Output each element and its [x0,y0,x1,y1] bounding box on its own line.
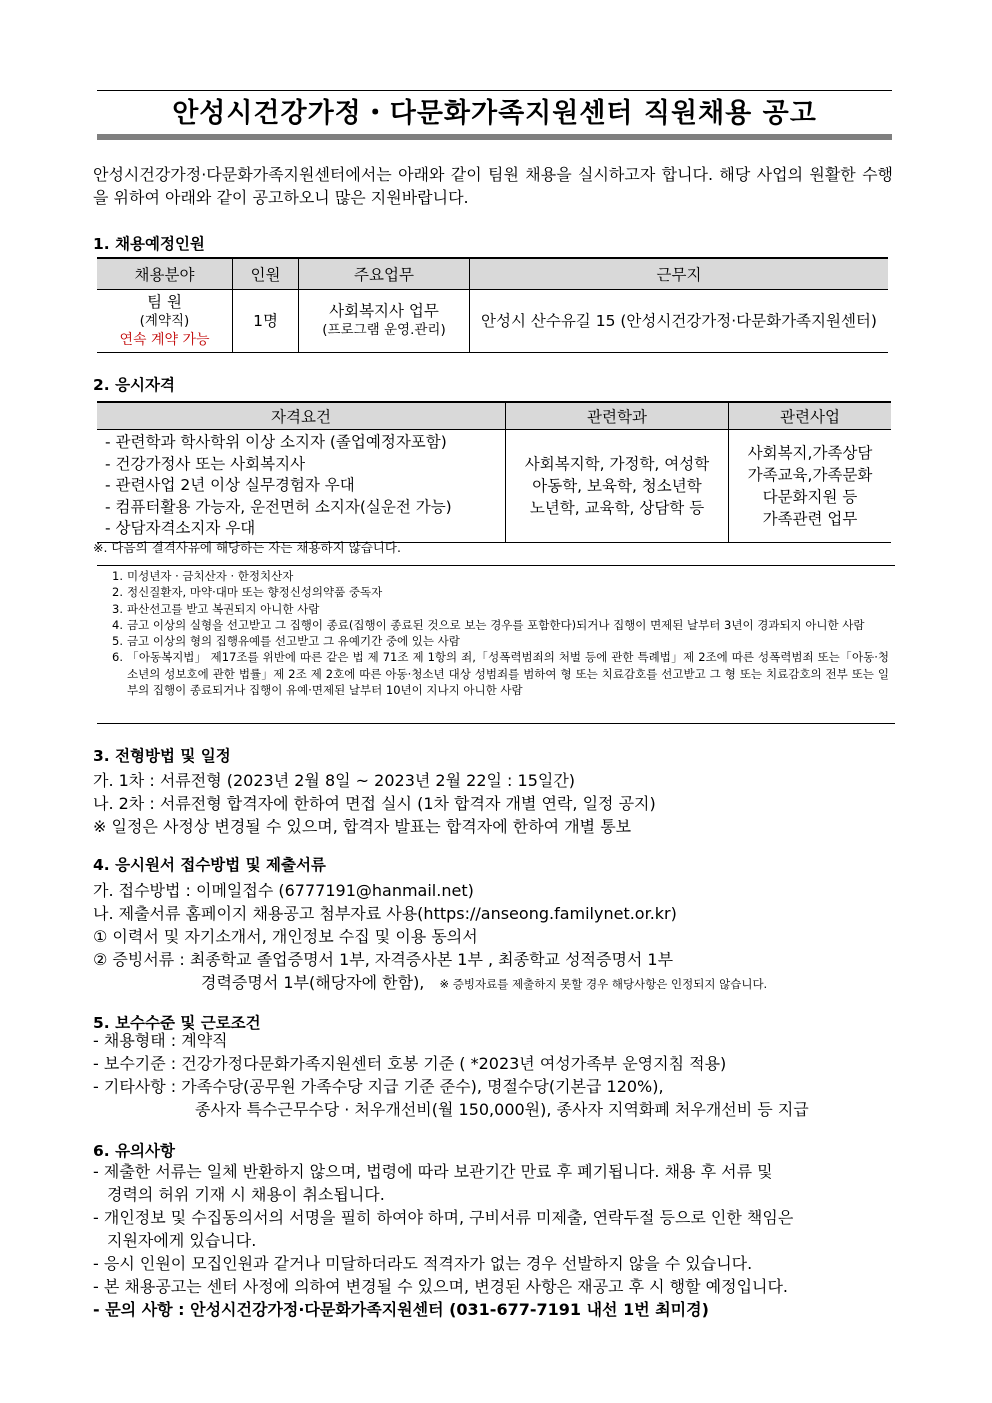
career-certificate-text: 경력증명서 1부(해당자에 한함), [201,973,425,992]
condition-line: 종사자 특수근무수당 · 처우개선비(월 150,000원), 종사자 지역화폐 처우개선비 등 지급 [195,1100,809,1119]
list-item [97,601,895,617]
notice-line: 지원자에게 있습니다. [107,1231,257,1250]
item-text: 정신질환자, 마약·대마 또는 향정신성의약품 중독자 [127,585,383,600]
list-item: - 건강가정사 또는 사회복지사 [105,454,306,473]
item-number: 6. [112,650,123,665]
cell-qualifications [97,430,506,543]
field-note: 연속 계약 가능 [119,331,210,348]
col-header-biz: 관련사업 [729,402,892,430]
col-header-major: 관련학과 [506,402,729,430]
list-item: 사회복지학, 가정학, 여성학 [524,454,710,473]
notice-block [93,1160,793,1321]
title-block [97,90,892,140]
table-header-row [97,402,891,430]
application-line: ① 이력서 및 자기소개서, 개인정보 수집 및 이용 동의서 [93,927,478,946]
cell-count: 1명 [233,290,299,353]
application-line: 나. 제출서류 홈페이지 채용공고 첨부자료 사용(https://anseong.familynet.or.kr) [93,904,677,923]
section-heading-3: 3. 전형방법 및 일정 [93,747,231,765]
application-line [93,971,767,996]
section-heading-1: 1. 채용예정인원 [93,235,205,253]
list-item: 노년학, 교육학, 상담학 등 [529,498,705,517]
condition-line: - 보수기준 : 건강가정다문화가족지원센터 호봉 기준 ( *2023년 여성가족부 운영지침 적용) [93,1054,727,1073]
list-item [97,584,895,600]
col-header-location: 근무지 [470,258,889,290]
list-item: 가족교육,가족문화 [747,465,873,484]
col-header-field: 채용분야 [97,258,233,290]
schedule-line: 가. 1차 : 서류전형 (2023년 2월 8일 ~ 2023년 2월 22일 : 15일간) [93,771,576,790]
item-text: 금고 이상의 실형을 선고받고 그 집행이 종료(집행이 종료된 것으로 보는 경우를 포함한다)되거나 집행이 면제된 날부터 3년이 경과되지 아니한 사람 [127,617,865,632]
cell-location [470,290,889,353]
section-heading-2: 2. 응시자격 [93,376,175,394]
item-number: 4. [112,617,123,632]
cell-duty [299,290,470,353]
disqualification-box [97,565,895,724]
item-text: 미성년자 · 금치산자 · 한정치산자 [127,569,294,583]
qualification-table [97,401,891,543]
section-heading-5: 5. 보수수준 및 근로조건 [93,1014,261,1032]
list-item: - 상담자격소지자 우대 [105,519,256,537]
list-item [97,633,895,649]
notice-line: 경력의 허위 기재 시 채용이 취소됩니다. [107,1185,385,1204]
notice-line: - 개인정보 및 수집동의서의 서명을 필히 하여야 하며, 구비서류 미제출, 연락두절 등으로 인한 책임은 [93,1208,794,1227]
notice-line: - 본 채용공고는 센터 사정에 의하여 변경될 수 있으며, 변경된 사항은 재공고 후 시 행할 예정입니다. [93,1277,789,1296]
disqualification-note: ※. 다음의 결격사유에 해당하는 자는 채용하지 않습니다. [93,540,401,555]
list-item: 사회복지,가족상담 [747,443,873,462]
item-text: 파산선고를 받고 복권되지 아니한 사람 [127,601,320,616]
schedule-line: 나. 2차 : 서류전형 합격자에 한하여 면접 실시 (1차 합격자 개별 연락, 일정 공지) [93,794,656,813]
contact-line: - 문의 사항 : 안성시건강가정·다문화가족지원센터 (031-677-7191 내선 1번 최미경) [93,1300,709,1319]
section-heading-4: 4. 응시원서 접수방법 및 제출서류 [93,856,326,874]
list-item: 가족관련 업무 [762,509,858,528]
cell-field [97,290,233,353]
item-number: 1. [112,569,123,583]
list-item: 다문화지원 등 [762,487,858,506]
cell-business [729,430,892,543]
disqualification-list [97,566,895,698]
col-header-qual: 자격요건 [97,402,506,430]
table-row [97,430,891,543]
section-heading-6: 6. 유의사항 [93,1142,175,1160]
condition-line: - 채용형태 : 계약직 [93,1031,228,1050]
application-block [93,879,767,996]
application-line: 가. 접수방법 : 이메일접수 (6777191@hanmail.net) [93,881,474,900]
list-item: - 관련사업 2년 이상 실무경험자 우대 [105,476,355,494]
field-sub: (계약직) [139,312,190,329]
field-name: 팀 원 [147,292,182,311]
list-item: - 관련학과 학사학위 이상 소지자 (졸업예정자포함) [105,433,447,451]
list-item: - 컴퓨터활용 가능자, 운전면허 소지자(실운전 가능) [105,497,452,516]
title-bottom-bar [97,134,892,140]
evidence-note: ※ 증빙자료를 제출하지 못할 경우 해당사항은 인정되지 않습니다. [439,977,768,991]
item-number: 2. [112,585,123,600]
schedule-block [93,769,656,838]
duty-sub: (프로그램 운영.관리) [322,322,446,338]
notice-line: - 제출한 서류는 일체 반환하지 않으며, 법령에 따라 보관기간 만료 후 폐기됩니다. 채용 후 서류 및 [93,1162,773,1181]
intro-paragraph: 안성시건강가정·다문화가족지원센터에서는 아래와 같이 팀원 채용을 실시하고자 합니다. 해당 사업의 원활한 수행을 위하여 아래와 같이 공고하오니 많은 지원바랍니다. [93,165,893,207]
application-line: ② 증빙서류 : 최종학교 졸업증명서 1부, 자격증사본 1부 , 최종학교 성적증명서 1부 [93,950,674,969]
item-number: 3. [112,601,123,616]
list-item [97,568,895,584]
list-item [97,617,895,633]
list-item: 아동학, 보육학, 청소년학 [532,476,702,495]
list-item [97,649,895,698]
recruit-table [97,257,888,353]
col-header-count: 인원 [233,258,299,290]
duty-main: 사회복지사 업무 [329,302,439,320]
table-row [97,290,888,353]
table-header-row [97,258,888,290]
condition-line: - 기타사항 : 가족수당(공무원 가족수당 지급 기준 준수), 명절수당(기본급 120%), [93,1077,664,1096]
location-text: 안성시 산수유길 15 (안성시건강가정·다문화가족지원센터) [481,311,877,330]
conditions-block [93,1029,809,1121]
schedule-line: ※ 일정은 사정상 변경될 수 있으며, 합격자 발표는 합격자에 한하여 개별 통보 [93,817,632,836]
item-text: 「아동복지법」 제17조를 위반에 따른 같은 법 제 71조 제 1항의 죄,「성폭력범죄의 처벌 등에 관한 특례법」제 2조에 따른 성폭력범죄 또는「아동·청소년의 성보호에 관한 법률」제 2조 제 2호에 따른 아동·청소년 대상 성범죄를 범하여 형 또는 치료감호를 선고받고 그 형 또는 치료감호의 전부 또는 일부의 집행이 종료되거나 집행이 유예·면제된 날부터 10년이 지나지 아니한 사람 [127,650,889,698]
item-number: 5. [112,634,123,649]
col-header-duty: 주요업무 [299,258,470,290]
item-text: 금고 이상의 형의 집행유예를 선고받고 그 유예기간 중에 있는 사람 [127,634,460,649]
cell-majors [506,430,729,543]
notice-line: - 응시 인원이 모집인원과 같거나 미달하더라도 적격자가 없는 경우 선발하지 않을 수 있습니다. [93,1254,753,1273]
page-title: 안성시건강가정・다문화가족지원센터 직원채용 공고 [172,98,817,129]
